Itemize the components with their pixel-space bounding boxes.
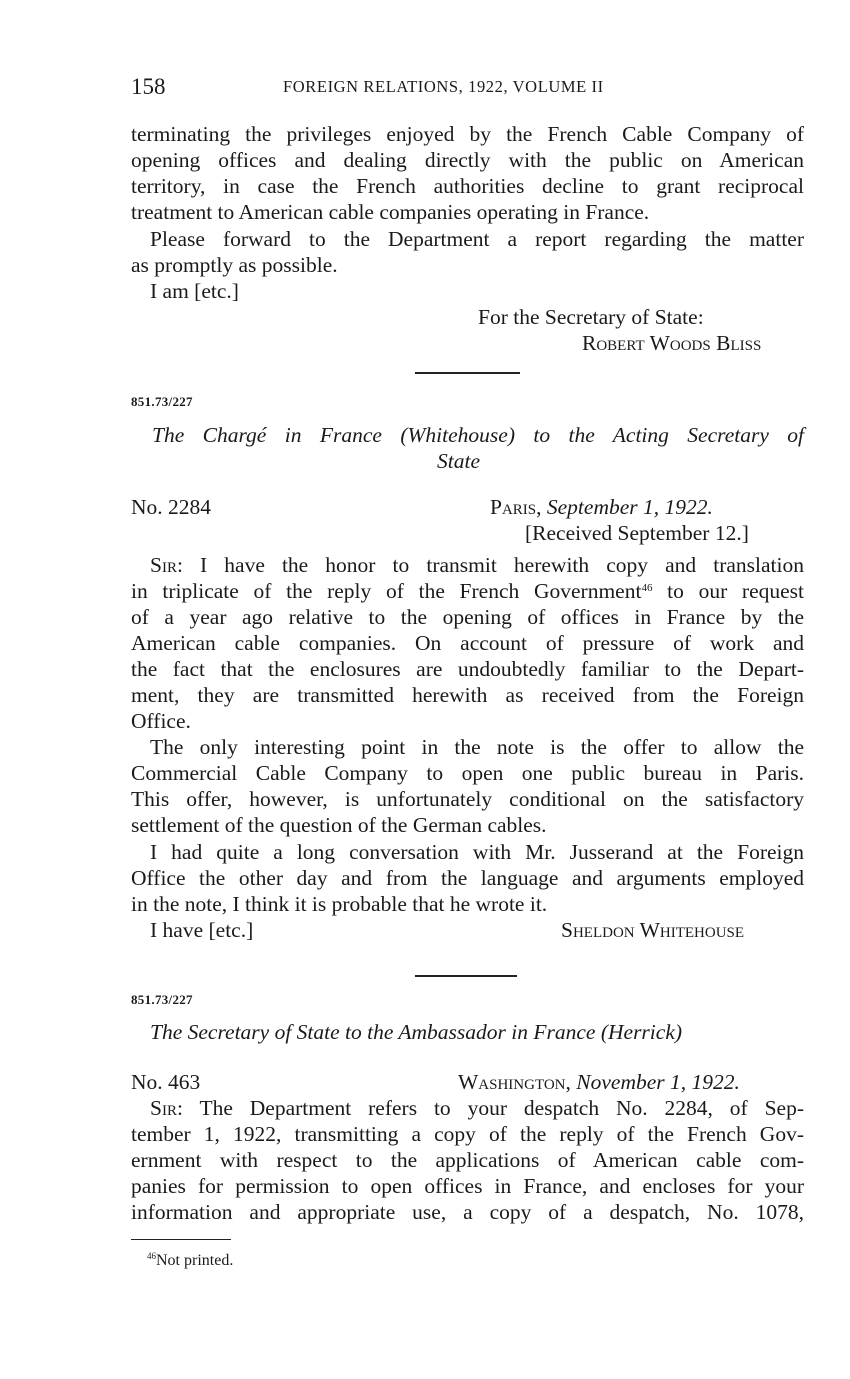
text-line: panies for permission to open offices in France, and encloses for your (131, 1174, 804, 1198)
text-line: in the note, I think it is probable that he wrote it. (131, 892, 548, 916)
document-heading: The Secretary of State to the Ambassador in France (Herrick) (150, 1020, 683, 1044)
section-divider (415, 975, 517, 977)
text-line: terminating the privileges enjoyed by the French Cable Company of (131, 122, 804, 146)
text-line: The only interesting point in the note is the offer to allow the (150, 735, 804, 759)
text-line: ment, they are transmitted herewith as received from the Foreign (131, 683, 804, 707)
running-title: FOREIGN RELATIONS, 1922, VOLUME II (283, 77, 604, 96)
footnote (147, 1252, 233, 1270)
text-line: tember 1, 1922, transmitting a copy of the reply of the French Gov- (131, 1122, 804, 1146)
file-number: 851.73/227 (131, 394, 193, 409)
date: September 1, 1922. (546, 495, 713, 519)
text-line: settlement of the question of the German cables. (131, 813, 547, 837)
text-line: of a year ago relative to the opening of offices in France by the (131, 605, 804, 629)
document-heading: The Chargé in France (Whitehouse) to the Acting Secretary of (152, 423, 804, 447)
text-line: Office. (131, 709, 191, 733)
footnote-text: Not printed. (156, 1252, 234, 1269)
signature: Sheldon Whitehouse (561, 918, 745, 942)
closing-line: I am [etc.] (150, 279, 239, 303)
despatch-number: No. 2284 (131, 495, 212, 519)
text-line: This offer, however, is unfortunately conditional on the satisfactory (131, 787, 804, 811)
signature: Robert Woods Bliss (582, 331, 762, 355)
text-line: American cable companies. On account of pressure of work and (131, 631, 804, 655)
dateline (490, 494, 713, 520)
document-heading-cont: State (437, 449, 480, 473)
text-line: the fact that the enclosures are undoubtedly familiar to the Depart- (131, 657, 804, 681)
footnote-marker: 46 (147, 1251, 156, 1261)
footnote-divider (131, 1239, 231, 1240)
text-line: Sir: I have the honor to transmit herewith copy and translation (150, 553, 804, 577)
closing-line: I have [etc.] (150, 918, 254, 942)
text-line: treatment to American cable companies operating in France. (131, 200, 650, 224)
footnote-ref: 46 (641, 582, 653, 594)
date: November 1, 1922. (576, 1070, 740, 1094)
salutation: Sir: (150, 553, 183, 577)
place: Washington, (458, 1070, 571, 1094)
section-divider (415, 372, 520, 374)
salutation: Sir: (150, 1096, 183, 1120)
text-line: Sir: The Department refers to your despatch No. 2284, of Sep- (150, 1096, 804, 1120)
file-number: 851.73/227 (131, 992, 193, 1007)
text-line: as promptly as possible. (131, 253, 338, 277)
text-line: Please forward to the Department a report regarding the matter (150, 227, 804, 251)
page-number: 158 (131, 74, 166, 99)
place: Paris, (490, 495, 542, 519)
text-line: information and appropriate use, a copy of a despatch, No. 1078, (131, 1200, 804, 1224)
text-line: Commercial Cable Company to open one public bureau in Paris. (131, 761, 804, 785)
dateline (458, 1069, 740, 1095)
text-line: territory, in case the French authorities decline to grant reciprocal (131, 174, 804, 198)
text-line: in triplicate of the reply of the French Government$^{46}$ to our request (131, 579, 805, 603)
text-line: I had quite a long conversation with Mr. Jusserand at the Foreign (150, 840, 804, 864)
for-secretary-line: For the Secretary of State: (478, 305, 704, 329)
despatch-number: No. 463 (131, 1070, 201, 1094)
received-note: [Received September 12.] (525, 521, 749, 545)
text-line: ernment with respect to the applications of American cable com- (131, 1148, 804, 1172)
text-line: Office the other day and from the language and arguments employed (131, 866, 804, 890)
text-line: opening offices and dealing directly with the public on American (131, 148, 804, 172)
